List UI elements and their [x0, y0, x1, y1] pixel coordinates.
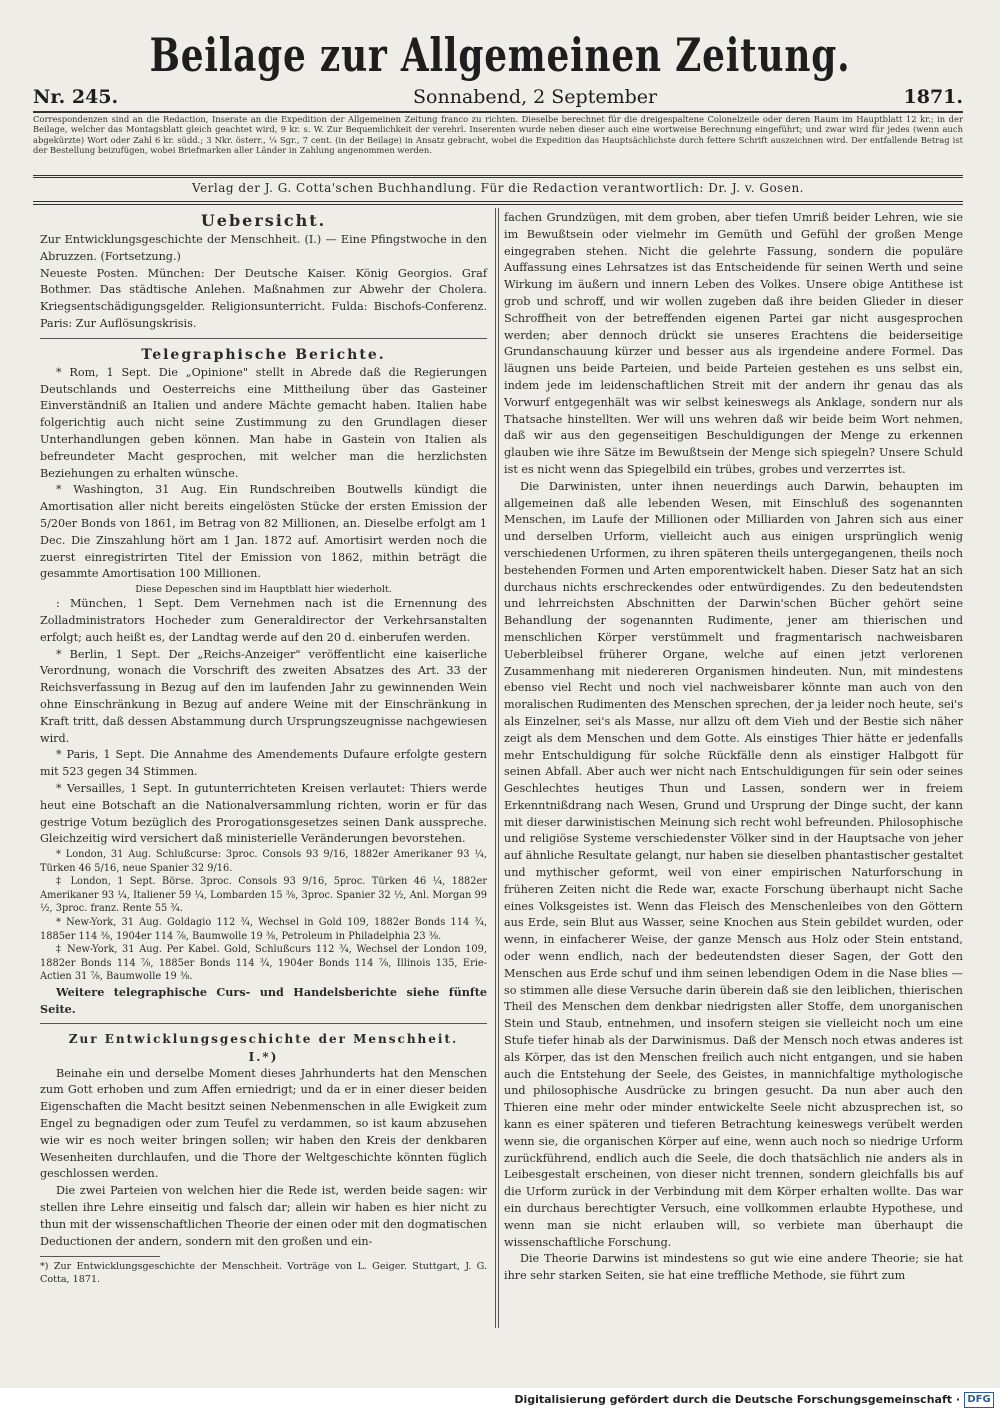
issue-date: Sonnabend, 2 September	[413, 86, 658, 108]
header-rule	[33, 111, 963, 113]
overview-item: Zur Entwicklungsgeschichte der Menschheit. (I.) — Eine Pfingstwoche in den Abruzzen. (Fortsetzung.)	[40, 233, 487, 263]
article-paragraph: Die Darwinisten, unter ihnen neuerdings auch Darwin, behaupten im allgemeinen daß alle lebenden Wesen, mit Einschluß des sogenannten Menschen, im Laufe der Millionen oder Milliarden von Jahren sich aus einer und derselben Urform, vielleicht auch aus einigen ursprünglich wenig verschiedenen Urformen, zu ihren späteren theils untergegangenen, theils noch bestehenden Formen und Arten emporentwickelt haben. Dieser Satz hat an sich durchaus nichts erschreckendes oder entwürdigendes. Zu den bedeutendsten und lehrreichsten Abschnitten der Darwin'schen Bücher gehört seine Behandlung der sogenannten Rudimente, jener am thierischen und menschlichen Körper verstümmelt und fragmentarisch nachweisbaren Ueberbleibsel früherer Organe, welche auf einen jetzt verlorenen Zusammenhang mit niedereren Organismen hindeuten. Nun, mit mindestens ebenso viel Recht und noch viel nachweisbarer könnte man auch von den moralischen Rudimenten des Menschen sprechen, der ja leider noch heute, sei's als Einzelner, sei's als Masse, nur allzu oft dem Vieh und der Bestie sich näher zeigt als dem Menschen und dem Gotte. Als einstiges Thier hätte er jedenfalls mehr Entschuldigung für solche Rückfälle denn als einstiger Halbgott für seinen Abfall. Aber auch wer nicht nach Entschuldigungen für sein oder seines Geschlechtes heutiges Thun und Lassen, sondern wer in freiem Erkenntnißdrang nach Wesen, Grund und Ursprung der Dinge sucht, der kann mit dieser darwinistischen Meinung sich recht wohl befreunden. Philosophische und religiöse Systeme verschiedenster Völker sind in der Hauptsache von jeher auf ähnliche Resultate gelangt, nur haben sie dieselben phantastischer gestaltet und mythischer geformt, weil von einer empirischen Naturforschung in früheren Zeiten nicht die Rede war, exacte Forschung überhaupt nicht Sache eines Volksgeistes ist. Wenn das Fleisch des Menschenleibes von den Göttern aus Erde, sein Blut aus Wasser, seine Knochen aus Stein gebildet wurden, oder wenn, in einfacherer Weise, der ganze Mensch aus Holz oder Stein entstand, oder wenn endlich, nach der bedeutendsten dieser Sagen, der Gott den Menschen aus Erde schuf und ihm seinen lebendigen Odem in die Nase blies — so stimmen alle diese Versuche darin überein daß sie den leiblichen, thierischen Theil des Menschen dem denkbar niedrigsten aller Stoffe, dem unorganischen Stein und Staub, entnehmen, und insofern steigen sie vielleicht noch um eine Stufe tiefer hinab als der Darwinismus. Daß der Mensch noch etwas anderes ist als Körper, das ist den Menschen freilich auch nicht entgangen, und sie haben auch die Entstehung der Seele, des Geistes, in mannichfaltige mythologische und philosophische Ausdrücke zu bringen gesucht. Da nun aber auch den Thieren eine mehr oder minder entwickelte Seele nicht abzusprechen ist, so kann es einer späteren und tieferen Betrachtung keineswegs verübelt werden wenn sie, die organischen Körper auf eine, wenn auch noch so niedrige Urform zurückführend, endlich auch die Seele, die doch thatsächlich nie anders als in Leibesgestalt erscheinen, von dieser nicht trennen, sondern gleichfalls bis auf die Urform zurück in der Verbindung mit dem Körper erhalten wollte. Das war ein durchaus berechtigter Versuch, eine vollkommen erlaubte Hypothese, und wenn man sie nicht erlauben will, so verbiete man überhaupt die wissenschaftliche Forschung.	[504, 479, 963, 1249]
notice-rule	[33, 175, 963, 176]
article-subheading: I.*)	[248, 1049, 279, 1064]
subscription-notice: Correspondenzen sind an die Redaction, Inserate an die Expedition der Allgemeinen Zeitung franco zu richten. Dieselbe berechnet für die dreigespaltene Colonelzeile oder deren Raum im Hauptblatt 12 kr.; in der Beilage, welcher das Montagsblatt gleich geachtet wird, 9 kr. s. W. Zur Bequemlichkeit der verehrl. Inserenten wurde neben dieser auch eine wortweise Berechnung eingeführt; und zwar wird für jedes (wenn auch abgekürzte) Wort oder Zahl 6 kr. südd.; 3 Nkr. österr., ¼ Sgr., 7 cent. (in der Beilage) in Ansatz gebracht, wobei die Expedition das Hauptsächlichste durch fettere Schrift auszeichnen wird. Der entfallende Betrag ist der Bestellung beizufügen, wobei Briefmarken aller Länder in Zahlung angenommen werden.	[33, 114, 963, 156]
footnote: *) Zur Entwicklungsgeschichte der Menschheit. Vorträge von L. Geiger. Stuttgart, J. G. Cotta, 1871.	[40, 1261, 487, 1286]
stock-report: ‡ New-York, 31 Aug. Per Kabel. Gold, Schlußcurs 112 ¾, Wechsel der London 109, 1882er Bonds 114 ⅞, 1885er Bonds 114 ¾, 1904er Bonds 114 ⅞, Illinois 135, Erie-Actien 31 ⅞, Baumwolle 19 ⅜.	[40, 944, 487, 983]
article-paragraph: Beinahe ein und derselbe Moment dieses Jahrhunderts hat den Menschen zum Gott erhoben und zum Affen erniedrigt; und da er in einer dieser beiden Eigenschaften die Macht besitzt seinen Nebenmenschen in alle Ewigkeit zum Engel zu begnadigen oder zum Teufel zu verdammen, so ist kaum abzusehen wie wir es noch weiter bringen sollen; wir haben den Kreis der denkbaren Wesenheiten durchlaufen, und die Thore der Weltgeschichte könnten füglich geschlossen werden.	[40, 1066, 487, 1181]
telegraph-report: * Versailles, 1 Sept. In gutunterrichteten Kreisen verlautet: Thiers werde heut eine Botschaft an die Nationalversammlung richten, worin er für das gestrige Votum bezüglich des Prorogationsgesetzes seinen Dank ausspreche. Gleichzeitig wird versichert daß ministerielle Veränderungen bevorstehen.	[40, 781, 487, 846]
issue-year: 1871.	[903, 86, 963, 108]
issue-line	[33, 86, 963, 110]
publisher-rule-double	[33, 204, 963, 205]
column-divider	[495, 208, 496, 1328]
article-paragraph: fachen Grundzügen, mit dem groben, aber tiefen Umriß beider Lehren, wie sie im Bewußtsein oder vielmehr im Gemüth und Gefühl der großen Menge eingegraben stehen. Nicht die gelehrte Fassung, sondern die populäre Auffassung eines Lehrsatzes ist das Entscheidende für seinen Werth und seine Wirkung im äußern und innern Leben des Volkes. Unsere obige Antithese ist grob und schroff, und wir wollen zugeben daß ihre beiden Glieder in dieser Schroffheit von der betreffenden eigenen Partei gar nicht ausgesprochen werden; aber dennoch drückt sie unseres Erachtens die beiderseitige Grundanschauung kürzer und besser aus als irgendeine andere Formel. Das läugnen uns beide Parteien, und beide Parteien gestehen es uns selbst ein, indem jede im leidenschaftlichen Streit mit der andern ihr genau das als Vorwurf entgegenhält was wir selbst keineswegs als Anklage, sondern nur als Thatsache hinstellten. Wer will uns wehren daß wir beide beim Wort nehmen, daß wir aus den gegenseitigen Beschuldigungen der Menge zu erkennen glauben wie ihre Sätze im Bewußtsein der Menge sich spiegeln? Unsere Schuld ist es nicht wenn das Spiegelbild ein trübes, grobes und verzerrtes ist.	[504, 211, 963, 476]
overview-heading: Uebersicht.	[200, 211, 327, 230]
article-heading: Zur Entwicklungsgeschichte der Menschheit.	[68, 1031, 459, 1046]
telegraph-report: * Washington, 31 Aug. Ein Rundschreiben Boutwells kündigt die Amortisation aller nicht bereits eingelösten Stücke der ersten Emission der 5/20er Bonds von 1861, im Betrag von 82 Millionen, an. Dieselbe erfolgt am 1 Dec. Die Zinszahlung hört am 1 Jan. 1872 auf. Amortisirt werden noch die zuerst einregistrirten Titel der Emission von 1862, mithin beträgt die gesammte Amortisation 100 Millionen.	[40, 483, 487, 581]
issue-number: Nr. 245.	[33, 86, 119, 108]
footnote-rule	[40, 1256, 160, 1257]
publisher-line: Verlag der J. G. Cotta'schen Buchhandlung. Für die Redaction verantwortlich: Dr. J. v. Gosen.	[192, 181, 804, 195]
telegraph-heading: Telegraphische Berichte.	[141, 346, 386, 363]
article-paragraph: Die Theorie Darwins ist mindestens so gut wie eine andere Theorie; sie hat ihre sehr starken Seiten, sie hat eine treffliche Methode, sie führt zum	[504, 1252, 963, 1283]
telegraph-report: : München, 1 Sept. Dem Vernehmen nach ist die Ernennung des Zolladministrators Hocheder zum Generaldirector der Verkehrsanstalten erfolgt; auch heißt es, der Landtag werde auf den 20 d. einberufen werden.	[40, 597, 487, 644]
publisher-rule	[33, 201, 963, 202]
telegraph-report: * Rom, 1 Sept. Die „Opinione" stellt in Abrede daß die Regierungen Deutschlands und Oesterreichs eine Mittheilung über das Gasteiner Einverständniß an Italien und andere Mächte gemacht haben. Italien habe folgerichtig auch nicht seine Zustimmung zu den Grundlagen dieser Unterhandlungen geben können. Man habe in Gastein von Italien als befreundeter Macht gesprochen, mit welcher man die herzlichsten Beziehungen zu erhalten wünsche.	[40, 365, 487, 480]
article-paragraph: Die zwei Parteien von welchen hier die Rede ist, werden beide sagen: wir stellen ihre Lehre einseitig und falsch dar; allein wir haben es hier nicht zu thun mit der wissenschaftlichen Theorie der einen oder mit den dogmatischen Deductionen der andern, sondern mit den großen und ein-	[40, 1184, 487, 1248]
telegraph-report: * Paris, 1 Sept. Die Annahme des Amendements Dufaure erfolgte gestern mit 523 gegen 34 Stimmen.	[40, 748, 487, 779]
notice-rule-double	[33, 177, 963, 178]
footer-credit: Digitalisierung gefördert durch die Deutsche Forschungsgemeinschaft ·	[514, 1393, 960, 1406]
stock-report: ‡ London, 1 Sept. Börse. 3proc. Consols 93 9/16, 5proc. Türken 46 ¼, 1882er Amerikaner 93 ¼, Italiener 59 ¼, Lombarden 15 ⅜, 3proc. Spanier 32 ½, Anl. Morgan 99 ½, 3proc. franz. Rente 55 ¾.	[40, 876, 487, 915]
section-divider	[40, 338, 487, 339]
telegraph-note: Diese Depeschen sind im Hauptblatt hier wiederholt.	[135, 584, 392, 596]
section-divider	[40, 1023, 487, 1024]
masthead-title: Beilage zur Allgemeinen Zeitung.	[149, 28, 851, 82]
column-divider-double	[498, 208, 499, 1328]
stock-reference: Weitere telegraphische Curs- und Handelsberichte siehe fünfte Seite.	[40, 985, 487, 1016]
right-column	[504, 210, 963, 1285]
left-column	[40, 210, 487, 1286]
overview-item: Neueste Posten. München: Der Deutsche Kaiser. König Georgios. Graf Bothmer. Das städtische Anlehen. Maßnahmen zur Abwehr der Cholera. Kriegsentschädigungsgelder. Religionsunterricht. Fulda: Bischofs-Conferenz. Paris: Zur Auflösungskrisis.	[40, 266, 487, 330]
stock-report: * New-York, 31 Aug. Goldagio 112 ¾, Wechsel in Gold 109, 1882er Bonds 114 ¾, 1885er 114 ⅜, 1904er 114 ⅞, Baumwolle 19 ⅜, Petroleum in Philadelphia 23 ⅜.	[40, 917, 487, 942]
dfg-logo: DFG	[964, 1392, 994, 1408]
telegraph-report: * Berlin, 1 Sept. Der „Reichs-Anzeiger" veröffentlicht eine kaiserliche Verordnung, wonach die Vorschrift des zweiten Absatzes des Art. 33 der Reichsverfassung in Bezug auf den im laufenden Jahr zu gewinnenden Wein ohne Einschränkung in Bezug auf andere Weine mit der Einschränkung in Kraft tritt, daß dessen Abstammung durch Ursprungszeugnisse nachgewiesen wird.	[40, 647, 487, 745]
stock-report: * London, 31 Aug. Schlußcurse: 3proc. Consols 93 9/16, 1882er Amerikaner 93 ¼, Türken 46 5/16, neue Spanier 32 9/16.	[40, 849, 487, 874]
